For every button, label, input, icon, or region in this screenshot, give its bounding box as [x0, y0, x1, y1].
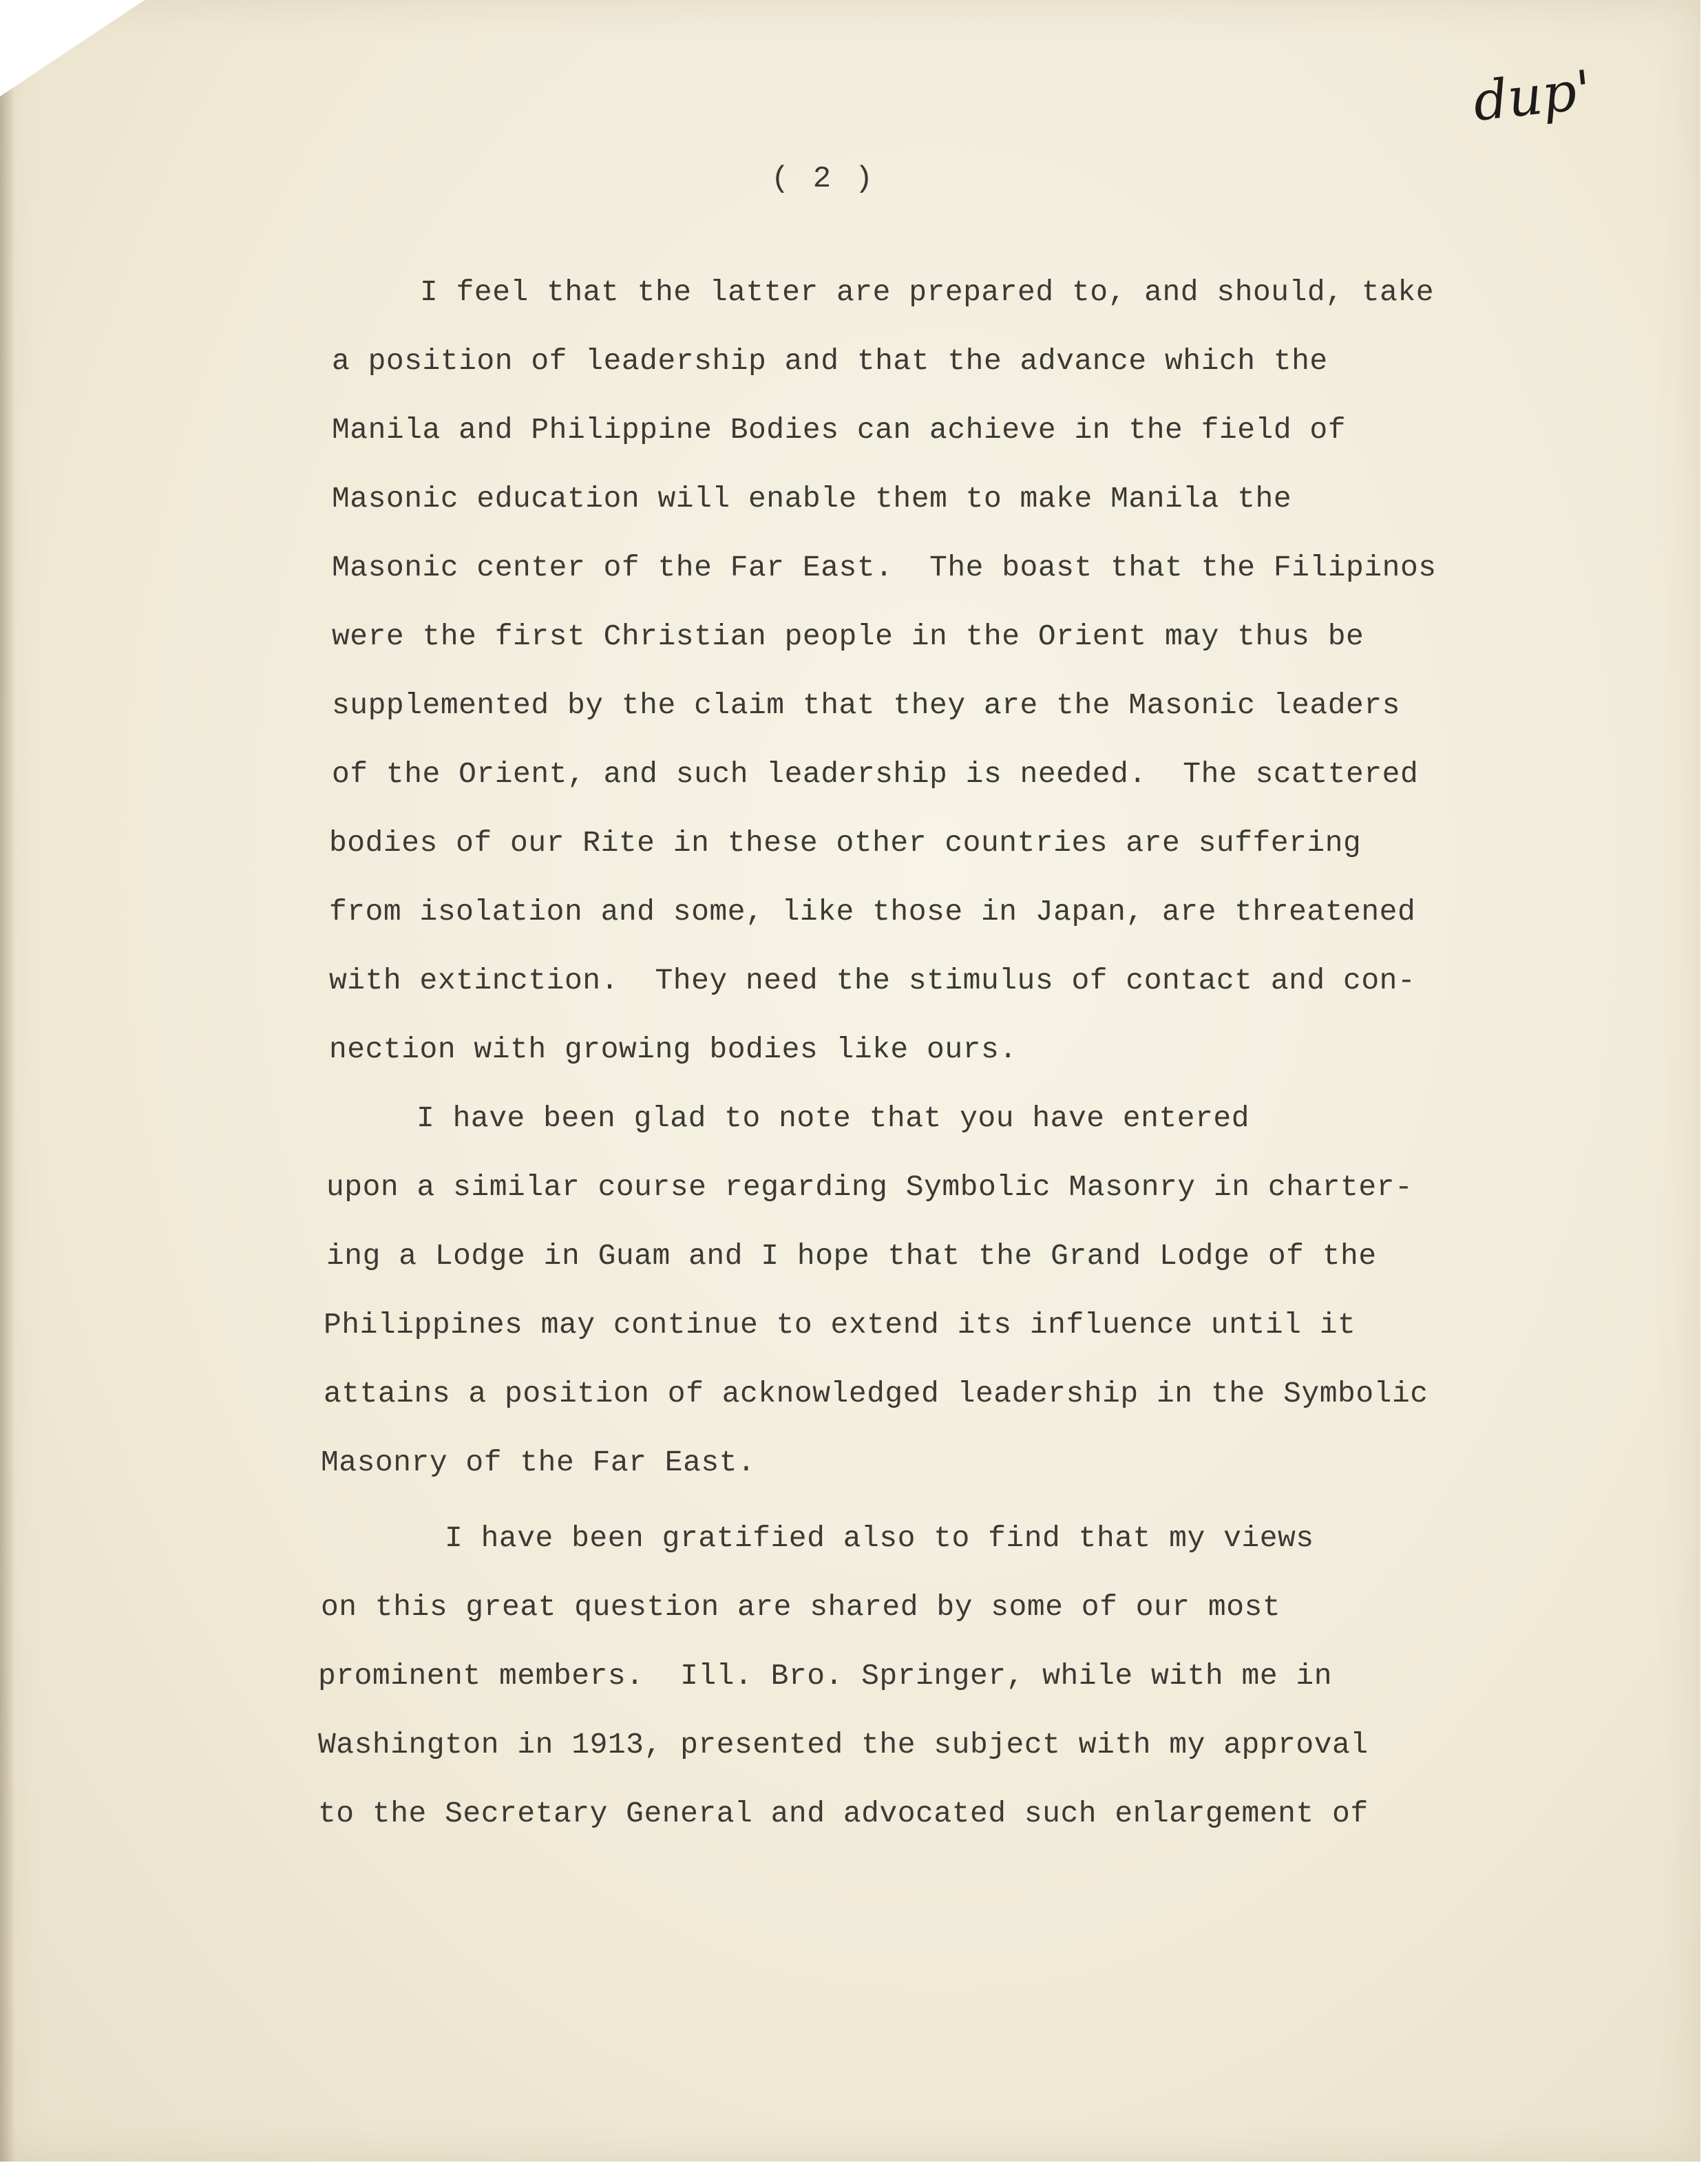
handwritten-annotation: dup': [1470, 59, 1594, 134]
text-line: to the Secretary General and advocated such enlargement of: [318, 1797, 1369, 1830]
text-line: nection with growing bodies like ours.: [329, 1033, 1018, 1066]
text-line: ing a Lodge in Guam and I hope that the Grand Lodge of the: [326, 1239, 1377, 1273]
folded-corner: [0, 0, 145, 96]
text-line: I have been glad to note that you have entered: [417, 1101, 1250, 1135]
text-line: Washington in 1913, presented the subject with my approval: [318, 1728, 1369, 1762]
text-line: with extinction. They need the stimulus of contact and con-: [329, 964, 1416, 997]
text-line: I feel that the latter are prepared to, and should, take: [420, 275, 1435, 309]
text-line: I have been gratified also to find that my views: [445, 1521, 1314, 1555]
text-line: were the first Christian people in the Orient may thus be: [332, 620, 1364, 653]
text-line: bodies of our Rite in these other countries are suffering: [329, 826, 1362, 860]
page-edge-shadow: [0, 0, 15, 2162]
text-line: supplemented by the claim that they are the Masonic leaders: [332, 688, 1400, 722]
text-line: from isolation and some, like those in Japan, are threatened: [329, 895, 1416, 929]
text-line: of the Orient, and such leadership is needed. The scattered: [332, 757, 1419, 791]
text-line: Manila and Philippine Bodies can achieve in the field of: [332, 413, 1347, 447]
text-line: on this great question are shared by some of our most: [321, 1590, 1281, 1624]
text-line: Masonic center of the Far East. The boast that the Filipinos: [332, 551, 1437, 584]
text-line: upon a similar course regarding Symbolic Masonry in charter-: [326, 1170, 1413, 1204]
text-line: a position of leadership and that the advance which the: [332, 344, 1328, 378]
text-line: prominent members. Ill. Bro. Springer, while with me in: [318, 1659, 1333, 1693]
text-line: Masonry of the Far East.: [321, 1446, 756, 1479]
text-line: Masonic education will enable them to make Manila the: [332, 482, 1292, 516]
page-number: ( 2 ): [771, 162, 876, 196]
text-line: attains a position of acknowledged leadership in the Symbolic: [324, 1377, 1428, 1411]
text-line: Philippines may continue to extend its influence until it: [324, 1308, 1356, 1342]
